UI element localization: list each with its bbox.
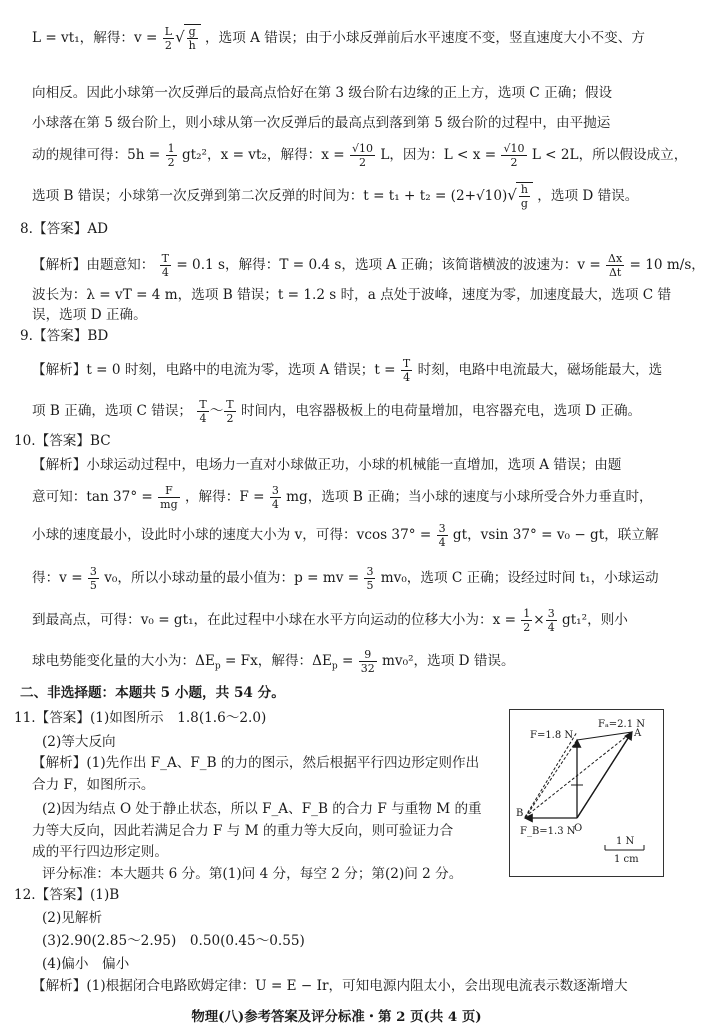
text-run: gt，vsin 37° = v₀ − gt，联立解 xyxy=(452,527,659,543)
text-run: 【解析】由题意知： xyxy=(32,257,155,273)
text-run: 球电势能变化量的大小为：ΔE xyxy=(32,653,215,669)
fraction: $\frac{3}{4}$ xyxy=(438,522,446,549)
text-line: 评分标准：本大题共 6 分。第(1)问 4 分，每空 2 分；第(2)问 2 分。 xyxy=(42,866,463,882)
b-label: B xyxy=(516,808,524,819)
text-run: = Fx，解得：ΔE xyxy=(224,653,332,669)
scale-bottom-label: 1 cm xyxy=(614,854,639,865)
text-run: = 0.1 s，解得：T = 0.4 s，选项 A 正确；该简谐横波的波速为：v = xyxy=(176,257,601,273)
text-run: 小球的速度最小，设此时小球的速度大小为 v，可得：vcos 37° = xyxy=(32,527,432,543)
scale-top-label: 1 N xyxy=(616,836,635,847)
text-run: = 10 m/s， xyxy=(629,257,705,273)
dashed-line-b-to-fa-end xyxy=(525,732,577,817)
text-run: mv₀²，选项 D 错误。 xyxy=(382,653,515,669)
text-line: 成的平行四边形定则。 xyxy=(32,844,168,860)
fraction: $\frac{1}{2}$ xyxy=(167,142,175,169)
text-run: 项 B 正确，选项 C 错误； xyxy=(32,403,193,419)
a-label: A xyxy=(634,728,642,739)
fraction: $\frac{\Delta x}{\Delta t}$ xyxy=(608,252,623,279)
answer-heading: 9.【答案】BD xyxy=(20,328,109,344)
text-run: L = vt₁，解得：v = xyxy=(32,30,158,46)
text-run: 意可知：tan 37° = xyxy=(32,489,153,505)
fraction: $\frac{3}{5}$ xyxy=(366,565,374,592)
text-run: L < 2L，所以假设成立， xyxy=(531,147,688,163)
o-label: O xyxy=(574,823,583,834)
text-line xyxy=(32,522,659,549)
dashed-line-b-to-a xyxy=(525,732,632,817)
fb-label: F_B=1.3 N xyxy=(520,826,576,837)
text-run: 到最高点，可得：v₀ = gt₁，在此过程中小球在水平方向运动的位移大小为：x = xyxy=(32,612,516,628)
fraction: $\frac{T}{4}$ xyxy=(199,398,207,425)
text-line: (2)因为结点 O 处于静止状态，所以 F_A、F_B 的合力 F 与重物 M 的重 xyxy=(42,801,482,817)
force-diagram xyxy=(509,709,664,877)
fraction: $\frac{3}{5}$ xyxy=(89,565,97,592)
text-run: = xyxy=(342,653,354,669)
parallelogram-side xyxy=(525,740,577,818)
text-line: (2)等大反向 xyxy=(42,734,116,750)
force-diagram-svg xyxy=(510,710,663,876)
text-run: mv₀，选项 C 正确；设经过时间 t₁，小球运动 xyxy=(380,570,659,586)
text-run: 动的规律可得：5h = xyxy=(32,147,161,163)
force-arrow-fa xyxy=(577,732,632,818)
root-fraction: $\frac{h}{g}$ xyxy=(520,183,528,210)
text-run: 选项 B 错误；小球第一次反弹到第二次反弹的时间为：t = t₁ + t₂ = (2+√10) xyxy=(32,188,508,204)
text-run: 得：v = xyxy=(32,570,83,586)
fraction: $\frac{√10}{2}$ xyxy=(351,142,373,169)
answer-heading: 12.【答案】(1)B xyxy=(14,887,120,903)
text-line: 球电势能变化量的大小为：$\Delta E_p = Fx$，解得：$\Delta E_p$ = $\frac{9}{32}$ mv₀²，选项 D 错误。 xyxy=(32,648,515,675)
text-line: 小球落在第 5 级台阶上，则小球从第一次反弹后的最高点到落到第 5 级台阶的过程中，由平抛运 xyxy=(32,115,611,131)
text-line: 选项 B 错误；小球第一次反弹到第二次反弹的时间为：t = t₁ + t₂ = (2+√10)√ $\frac{h}{g}$ ，选项 D 错误。 xyxy=(32,183,639,210)
text-line xyxy=(32,484,653,511)
f-label: F=1.8 N xyxy=(530,730,574,741)
text-line: 【解析】(1)先作出 F_A、F_B 的力的图示，然后根据平行四边形定则作出 xyxy=(32,755,480,771)
answer-heading: 8.【答案】AD xyxy=(20,221,109,237)
text-run: ，选项 D 错误。 xyxy=(537,188,639,204)
text-line: (2)见解析 xyxy=(42,910,103,926)
text-run: 【解析】t = 0 时刻，电路中的电流为零，选项 A 错误；t = xyxy=(32,362,396,378)
page-footer: 物理(八)参考答案及评分标准・第 2 页(共 4 页) xyxy=(191,1009,482,1025)
text-run: 时间内，电容器极板上的电荷量增加，电容器充电，选项 D 正确。 xyxy=(240,403,642,419)
text-line xyxy=(32,565,659,592)
answer-heading: 10.【答案】BC xyxy=(14,433,111,449)
section-heading: 二、非选择题：本题共 5 小题，共 54 分。 xyxy=(20,685,285,701)
fraction: $\frac{1}{2}$ xyxy=(523,607,531,634)
fraction: $\frac{3}{4}$ xyxy=(547,607,555,634)
text-run: ，解得：F = xyxy=(184,489,265,505)
text-line: 合力 F，如图所示。 xyxy=(32,777,155,793)
fraction: $\frac{T}{4}$ xyxy=(402,357,411,384)
text-line xyxy=(32,142,687,169)
text-line: L = vt₁，解得：v = $\frac{L}{2}$ √ $\frac{g}{h}$ ，选项 A 错误；由于小球反弹前后水平速度不变，竖直速度大小不变、方 xyxy=(32,25,645,52)
text-line: 到最高点，可得：v₀ = gt₁，在此过程中小球在水平方向运动的位移大小为：x = $\frac{1}{2}$ × $\frac{3}{4}$ gt₁²，则小 xyxy=(32,607,628,634)
text-line: 力等大反向，因此若满足合力 F 与 M 的重力等大反向，则可验证力合 xyxy=(32,823,454,839)
text-run: ，选项 A 错误；由于小球反弹前后水平速度不变，竖直速度大小不变、方 xyxy=(205,30,645,46)
text-line: 【解析】小球运动过程中，电场力一直对小球做正功，小球的机械能一直增加，选项 A 错误；由题 xyxy=(32,457,622,473)
fraction: $\frac{9}{32}$ xyxy=(360,648,375,675)
text-line: (4)偏小 偏小 xyxy=(42,956,130,972)
text-line xyxy=(32,357,662,384)
text-line: 波长为：λ = vT = 4 m，选项 B 错误；t = 1.2 s 时，a 点处于波峰，速度为零，加速度最大，选项 C 错 xyxy=(32,287,672,303)
text-line: 向相反。因此小球第一次反弹后的最高点恰好在第 3 级台阶右边缘的正上方，选项 C 正确；假设 xyxy=(32,85,613,101)
text-run: v₀，所以小球动量的最小值为：p = mv = xyxy=(104,570,360,586)
text-line: 误，选项 D 正确。 xyxy=(32,307,147,323)
fraction: $\frac{T}{4}$ xyxy=(161,252,170,279)
fa-label: Fₐ=2.1 N xyxy=(598,719,646,730)
fraction: $\frac{3}{4}$ xyxy=(271,484,279,511)
text-line xyxy=(32,252,705,279)
text-line: 【解析】(1)根据闭合电路欧姆定律：U = E − Ir，可知电源内阻太小，会出现电流表示数逐渐增大 xyxy=(32,978,628,994)
text-run: gt₂²，x = vt₂，解得：x = xyxy=(181,147,345,163)
text-run: mg，选项 B 正确；当小球的速度与小球所受合外力垂直时， xyxy=(286,489,653,505)
text-run: gt₁²，则小 xyxy=(562,612,628,628)
fraction: $\frac{L}{2}$ xyxy=(164,25,173,52)
text-line: (3)2.90(2.85～2.95) 0.50(0.45～0.55) xyxy=(42,933,305,949)
fraction: $\frac{F}{mg}$ xyxy=(160,484,178,511)
fraction: $\frac{T}{2}$ xyxy=(226,398,234,425)
text-line: 项 B 正确，选项 C 错误； $\frac{T}{4}$ ～ $\frac{T}{2}$ 时间内，电容器极板上的电荷量增加，电容器充电，选项 D 正确。 xyxy=(32,398,642,425)
text-run: L，因为：L < x = xyxy=(380,147,497,163)
text-run: 时刻，电路中电流最大，磁场能最大，选 xyxy=(417,362,663,378)
root-fraction: $\frac{g}{h}$ xyxy=(188,25,196,52)
fraction: $\frac{√10}{2}$ xyxy=(503,142,525,169)
answer-heading: 11.【答案】(1)如图所示 1.8(1.6～2.0) xyxy=(14,710,267,726)
